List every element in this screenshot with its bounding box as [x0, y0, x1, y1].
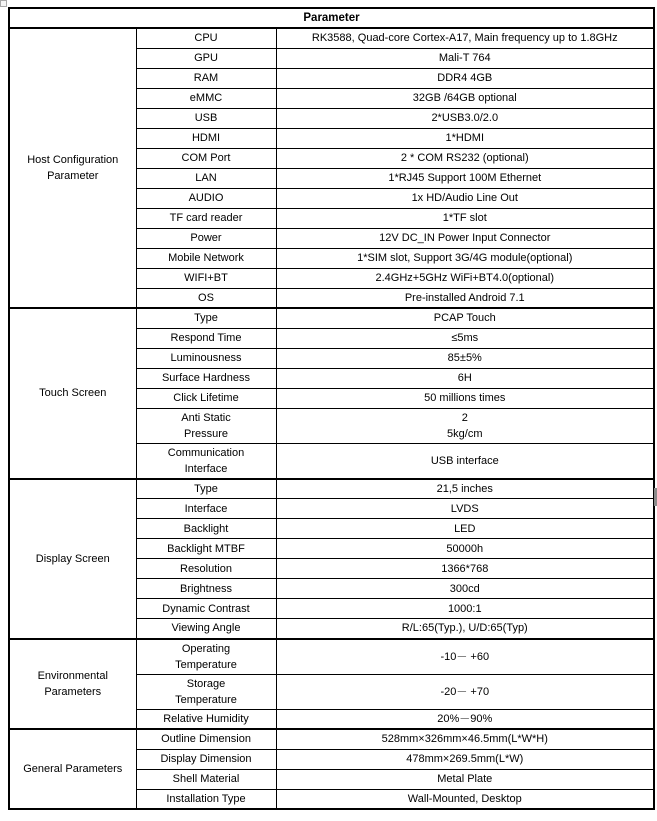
- param-name-cell: [136, 188, 276, 208]
- param-name-cell-line: LAN: [195, 172, 217, 184]
- param-name-cell: [136, 749, 276, 769]
- param-name-cell-line: Backlight MTBF: [167, 542, 245, 555]
- section-label-cell-line: Touch Screen: [39, 387, 107, 400]
- param-name-cell-line: USB: [194, 112, 218, 124]
- table-header-row: [9, 8, 654, 28]
- param-value-cell-line: USB interface: [430, 454, 499, 467]
- param-value-cell: [276, 68, 654, 88]
- param-value-cell: [276, 168, 654, 188]
- param-value-cell: [276, 128, 654, 148]
- section-label-cell-line: General Parameters: [23, 763, 123, 775]
- param-name-cell: [136, 88, 276, 108]
- param-name-cell: [136, 288, 276, 308]
- param-name-cell-line: Anti Static: [181, 411, 231, 424]
- param-name-cell: [136, 579, 276, 599]
- param-value-cell: [276, 108, 654, 128]
- param-value-cell-line: 1x HD/Audio Line Out: [411, 192, 518, 204]
- section-label-cell-line: Parameters: [44, 685, 102, 698]
- section-label-cell: [9, 729, 136, 809]
- param-value-cell-line: ≤5ms: [451, 332, 479, 344]
- table-title: Parameter: [9, 8, 654, 28]
- spec-table: [8, 7, 655, 810]
- section-label-cell-line: Parameter: [47, 170, 99, 182]
- param-name-cell: [136, 308, 276, 328]
- param-name-cell-line: Temperature: [175, 658, 237, 671]
- param-name-cell: [136, 368, 276, 388]
- param-name-cell: [136, 559, 276, 579]
- param-value-cell-line: DDR4 4GB: [437, 72, 493, 84]
- param-value-cell: [276, 443, 654, 479]
- param-name-cell-line: TF card reader: [169, 212, 243, 224]
- param-name-cell: [136, 128, 276, 148]
- param-value-cell: [276, 368, 654, 388]
- param-value-cell: [276, 188, 654, 208]
- param-value-cell-line: -10－ +60: [440, 650, 490, 663]
- param-value-cell-line: Wall-Mounted, Desktop: [407, 792, 522, 805]
- param-name-cell-line: AUDIO: [188, 192, 224, 204]
- param-value-cell-line: R/L:65(Typ.), U/D:65(Typ): [401, 622, 528, 635]
- param-name-cell: [136, 208, 276, 228]
- param-value-cell-line: 50000h: [446, 542, 484, 555]
- param-name-cell: [136, 709, 276, 729]
- param-value-cell: [276, 388, 654, 408]
- param-name-cell-line: Display Dimension: [160, 753, 252, 765]
- param-name-cell-line: Shell Material: [172, 773, 240, 785]
- param-value-cell: [276, 539, 654, 559]
- section-label-cell-line: Display Screen: [35, 552, 110, 565]
- param-value-cell: [276, 308, 654, 328]
- param-name-cell-line: Respond Time: [170, 332, 242, 344]
- param-value-cell: [276, 268, 654, 288]
- param-value-cell-line: PCAP Touch: [433, 312, 496, 325]
- param-value-cell-line: LED: [454, 522, 476, 535]
- param-value-cell: [276, 789, 654, 809]
- param-name-cell-line: Relative Humidity: [163, 712, 249, 725]
- param-name-cell-line: HDMI: [191, 132, 221, 144]
- param-name-cell-line: Power: [190, 232, 222, 244]
- section-label-cell: [9, 28, 136, 308]
- param-name-cell-line: Luminousness: [170, 352, 242, 364]
- param-value-cell: [276, 348, 654, 368]
- param-name-cell-line: Communication: [167, 446, 245, 459]
- param-name-cell: [136, 328, 276, 348]
- section-label-cell: [9, 639, 136, 730]
- param-value-cell: [276, 248, 654, 268]
- table-row: [9, 28, 654, 48]
- param-name-cell: [136, 769, 276, 789]
- param-name-cell: [136, 443, 276, 479]
- param-value-cell-line: 478mm×269.5mm(L*W): [406, 753, 524, 765]
- param-name-cell-line: Mobile Network: [168, 252, 244, 264]
- param-value-cell: [276, 709, 654, 729]
- param-name-cell: [136, 599, 276, 619]
- param-value-cell-line: 1366*768: [441, 562, 489, 575]
- param-name-cell: [136, 348, 276, 368]
- param-value-cell: [276, 729, 654, 749]
- param-name-cell-line: Type: [194, 482, 218, 495]
- param-name-cell-line: Resolution: [180, 562, 232, 575]
- param-value-cell-line: Mali-T 764: [438, 52, 491, 64]
- param-name-cell: [136, 499, 276, 519]
- param-value-cell: [276, 288, 654, 308]
- param-name-cell-line: Operating: [181, 642, 231, 655]
- param-value-cell-line: 5kg/cm: [447, 427, 483, 440]
- param-name-cell-line: Storage: [186, 677, 226, 690]
- table-move-handle-icon[interactable]: [0, 0, 7, 7]
- param-value-cell-line: 1*SIM slot, Support 3G/4G module(optional): [357, 252, 573, 264]
- param-value-cell-line: 50 millions times: [424, 392, 506, 404]
- param-value-cell: [276, 619, 654, 639]
- param-name-cell-line: Surface Hardness: [161, 372, 251, 384]
- table-row: [9, 729, 654, 749]
- param-name-cell: [136, 479, 276, 499]
- param-value-cell-line: 12V DC_IN Power Input Connector: [379, 232, 551, 244]
- table-row: [9, 308, 654, 328]
- section-label-cell: [9, 308, 136, 479]
- param-value-cell-line: 300cd: [449, 582, 480, 595]
- param-value-cell-line: 1*RJ45 Support 100M Ethernet: [388, 172, 542, 184]
- param-value-cell-line: 528mm×326mm×46.5mm(L*W*H): [381, 733, 548, 746]
- param-value-cell: [276, 479, 654, 499]
- section-label-cell-line: Host Configuration: [27, 154, 119, 166]
- param-name-cell: [136, 639, 276, 675]
- param-name-cell: [136, 248, 276, 268]
- param-name-cell: [136, 148, 276, 168]
- param-name-cell-line: OS: [198, 291, 214, 304]
- param-name-cell: [136, 28, 276, 48]
- param-value-cell-line: Metal Plate: [437, 773, 493, 785]
- param-name-cell-line: WIFI+BT: [184, 272, 228, 284]
- param-value-cell: [276, 208, 654, 228]
- param-name-cell-line: eMMC: [189, 92, 223, 104]
- param-name-cell-line: Click Lifetime: [173, 392, 239, 404]
- param-name-cell-line: Viewing Angle: [171, 622, 241, 635]
- param-value-cell-line: LVDS: [450, 502, 479, 515]
- param-value-cell-line: RK3588, Quad-core Cortex-A17, Main frequency up to 1.8GHz: [311, 32, 618, 45]
- param-value-cell: [276, 579, 654, 599]
- param-value-cell: [276, 639, 654, 675]
- param-value-cell: [276, 749, 654, 769]
- param-value-cell-line: 6H: [457, 372, 472, 384]
- param-value-cell: [276, 228, 654, 248]
- table-row: [9, 479, 654, 499]
- param-value-cell-line: -20－ +70: [440, 685, 490, 698]
- param-name-cell: [136, 674, 276, 709]
- param-value-cell-line: Pre-installed Android 7.1: [404, 291, 525, 304]
- param-name-cell-line: Pressure: [183, 427, 229, 440]
- param-name-cell: [136, 789, 276, 809]
- param-name-cell-line: Brightness: [180, 582, 232, 595]
- param-name-cell-line: CPU: [194, 32, 218, 45]
- param-name-cell: [136, 519, 276, 539]
- param-name-cell-line: Dynamic Contrast: [162, 602, 250, 615]
- param-name-cell-line: COM Port: [181, 152, 231, 164]
- param-value-cell-line: 32GB /64GB optional: [412, 92, 517, 104]
- param-name-cell: [136, 228, 276, 248]
- param-name-cell: [136, 539, 276, 559]
- param-value-cell-line: 1000:1: [447, 602, 482, 615]
- param-value-cell-line: 2.4GHz+5GHz WiFi+BT4.0(optional): [375, 272, 555, 284]
- param-value-cell: [276, 559, 654, 579]
- param-name-cell-line: Backlight: [183, 522, 229, 535]
- param-value-cell: [276, 499, 654, 519]
- param-value-cell-line: 1*TF slot: [442, 212, 487, 224]
- param-value-cell: [276, 408, 654, 443]
- param-value-cell: [276, 769, 654, 789]
- section-label-cell: [9, 479, 136, 639]
- param-value-cell-line: 2*USB3.0/2.0: [431, 112, 499, 124]
- param-name-cell: [136, 619, 276, 639]
- param-name-cell: [136, 729, 276, 749]
- param-value-cell: [276, 48, 654, 68]
- param-name-cell-line: Installation Type: [166, 792, 246, 805]
- param-name-cell: [136, 408, 276, 443]
- param-value-cell: [276, 28, 654, 48]
- param-name-cell-line: Interface: [184, 502, 228, 515]
- spec-table-body: [9, 8, 654, 809]
- param-name-cell: [136, 68, 276, 88]
- param-value-cell: [276, 148, 654, 168]
- table-row: [9, 639, 654, 675]
- param-value-cell-line: 85±5%: [447, 352, 482, 364]
- param-value-cell: [276, 674, 654, 709]
- param-name-cell-line: Interface: [184, 462, 228, 475]
- param-name-cell-line: Temperature: [175, 693, 237, 706]
- param-name-cell: [136, 108, 276, 128]
- param-value-cell: [276, 328, 654, 348]
- param-value-cell: [276, 88, 654, 108]
- param-name-cell-line: Type: [194, 312, 218, 325]
- param-name-cell: [136, 268, 276, 288]
- param-value-cell-line: 20%－90%: [437, 712, 493, 725]
- param-name-cell: [136, 168, 276, 188]
- param-value-cell: [276, 599, 654, 619]
- param-name-cell-line: GPU: [194, 52, 218, 64]
- section-label-cell-line: Environmental: [37, 669, 108, 682]
- param-value-cell-line: 2: [461, 411, 468, 424]
- param-name-cell-line: RAM: [193, 72, 219, 84]
- param-name-cell: [136, 388, 276, 408]
- param-name-cell: [136, 48, 276, 68]
- param-value-cell-line: 21,5 inches: [436, 482, 493, 495]
- param-value-cell: [276, 519, 654, 539]
- param-value-cell-line: 2 * COM RS232 (optional): [400, 152, 529, 164]
- param-name-cell-line: Outline Dimension: [161, 733, 251, 746]
- param-value-cell-line: 1*HDMI: [445, 132, 485, 144]
